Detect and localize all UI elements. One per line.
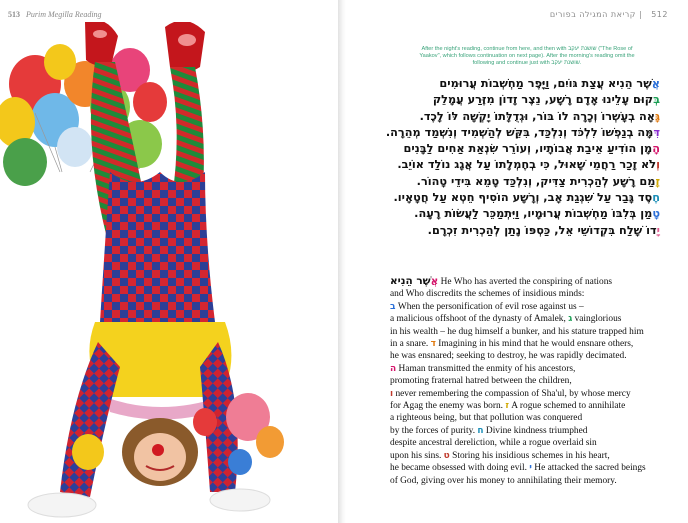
hebrew-poem — [370, 76, 660, 239]
english-line-text: for Agag the enemy was born. — [390, 401, 503, 412]
right-page — [346, 0, 688, 523]
clown-pants — [100, 172, 215, 322]
english-line-text: a malicious offshoot of the dynasty of Amalek, — [390, 314, 566, 325]
english-line — [390, 450, 670, 462]
english-acrostic-letter: ב — [390, 301, 396, 312]
english-acrostic-letter: י — [529, 463, 532, 474]
english-line-text: A rogue schemed to annihilate — [511, 401, 626, 412]
english-line — [390, 313, 670, 325]
english-line-text: by the forces of purity. — [390, 425, 476, 436]
left-running-title: Purim Megilla Reading — [26, 10, 102, 19]
english-line — [390, 388, 670, 400]
english-line-text: a righteous being, but that pollution was conquered — [390, 413, 583, 424]
hebrew-acrostic-letter: ו — [656, 158, 660, 172]
hebrew-acrostic-letter: א — [651, 77, 660, 90]
hebrew-acrostic-letter: ד — [653, 125, 660, 139]
english-line — [390, 288, 670, 300]
english-line-text: He Who has averted the conspiring of nations — [440, 277, 613, 287]
english-line — [390, 275, 670, 288]
english-line-text: in a snare. — [390, 339, 429, 350]
english-acrostic-letter: ד — [430, 339, 436, 350]
english-line-text: he became obsessed with doing evil. — [390, 463, 527, 474]
hebrew-acrostic-letter: ז — [655, 174, 660, 188]
english-line — [390, 326, 670, 338]
english-line — [390, 350, 670, 362]
hebrew-line-text: ָמַן בְּלִבּוֹ מַחְשְׁבוֹת עֲרוּמָיו, וַיִּתְמַכֵּר לַעֲשׂוֹת רָעָה. — [414, 207, 653, 221]
english-line-text: despite ancestral dereliction, while a rogue overlaid sin — [390, 438, 597, 449]
hebrew-line — [370, 206, 660, 222]
hebrew-line — [370, 190, 660, 206]
english-line-text: Divine kindness triumphed — [485, 425, 588, 436]
english-line-text: When the personification of evil rose against us – — [397, 301, 584, 312]
english-line — [390, 425, 670, 437]
hebrew-line — [370, 174, 660, 190]
english-acrostic-letter: ח — [477, 425, 484, 436]
english-line-text: of God, giving over his money to annihilating their memory. — [390, 475, 617, 486]
hebrew-line-text: ֲשֶׁר הֵנִיא עֲצַת גּוֹיִם, וַיָּפֶר מַחְשְׁבוֹת עֲרוּמִים — [439, 77, 652, 90]
hebrew-line-text: ְלֹא זָכַר רַחֲמֵי שָׁאוּל, כִּי בְחֶמְלָתוֹ עַל אֲגָג נוֹלַד אוֹיֵב. — [397, 158, 657, 172]
english-hebrew-label: אֲשֶׁר הֵנִיא — [390, 275, 439, 287]
hebrew-line — [370, 76, 660, 92]
hebrew-acrostic-letter: בּ — [653, 93, 660, 107]
hebrew-acrostic-letter: גּ — [654, 109, 660, 123]
clown-handstand-photo — [0, 22, 338, 523]
hebrew-line — [370, 92, 660, 108]
hebrew-line — [370, 109, 660, 125]
english-acrostic-letter: ה — [390, 363, 397, 374]
hebrew-acrostic-letter: ה — [652, 142, 660, 156]
english-line-text: vainglorious — [574, 314, 622, 325]
hebrew-acrostic-letter: ח — [652, 191, 660, 205]
english-translation — [390, 275, 670, 487]
english-line — [390, 301, 670, 313]
english-line-text: Storing his insidious schemes in his heart, — [452, 450, 610, 461]
hebrew-line — [370, 223, 660, 239]
english-line-text: promoting fraternal hatred between the children, — [390, 376, 572, 387]
left-page-number: 513 — [8, 10, 20, 19]
english-line-text: in his wealth – he dug himself a bunker, and his stature trapped him — [390, 326, 644, 337]
english-line — [390, 400, 670, 412]
reading-instruction: After the night's reading, continue from here, and then with שושנת יעקב ("The Rose of Yaakov", which follows continuation on next page). After the morning's reading omit the following and continue just with שושנת יעקב. — [419, 46, 635, 66]
english-line-text: upon his sins. — [390, 450, 442, 461]
english-line-text: Imagining in his mind that he would ensnare others, — [438, 339, 634, 350]
english-line — [390, 475, 670, 487]
hebrew-line-text: ִּמָּה בְנַפְשׁוֹ לִלְכֹּד וְנִלְכַּד, בִּקֵּשׁ לְהַשְׁמִיד וְנִשְׁמַד מְהֵרָה. — [385, 125, 654, 139]
english-line-text: Haman transmitted the enmity of his ancestors, — [398, 363, 576, 374]
right-running-divider: | — [638, 10, 643, 19]
english-line-text: never remembering the compassion of Sha'ul, by whose mercy — [395, 388, 631, 399]
hebrew-line-text: ָמָן הוֹדִיעַ אֵיבַת אֲבוֹתָיו, וְעוֹרֵר שִׂנְאַת אַחִים לַבָּנִים — [403, 142, 653, 156]
book-gutter — [338, 0, 346, 523]
left-running-header — [8, 10, 102, 19]
right-running-title: קריאת המגילה בפורים — [549, 10, 636, 19]
hebrew-line-text: ָּאָה בְעָשְׁרוֹ וְכָרָה לוֹ בּוֹר, וּגְדֻלָּתוֹ יָקְשָׁה לּוֹ לָכֶד. — [419, 109, 655, 123]
english-line-text: He attacked the sacred beings — [534, 463, 646, 474]
english-line — [390, 363, 670, 375]
right-running-header — [550, 10, 668, 19]
english-line-text: and Who discredits the schemes of insidious minds: — [390, 289, 585, 300]
english-line — [390, 338, 670, 350]
right-page-number: 512 — [651, 10, 668, 19]
hebrew-line — [370, 125, 660, 141]
english-line — [390, 375, 670, 387]
hebrew-acrostic-letter: ט — [652, 207, 660, 221]
english-acrostic-letter: ט — [443, 450, 450, 461]
hebrew-line-text: ְקוּם עָלֵינוּ אָדָם רָשָׁע, נֵצֶר זָדוֹן מִזֶּרַע עֲמָלֵק — [432, 93, 654, 107]
english-acrostic-letter: ג — [568, 314, 573, 325]
english-acrostic-letter: ו — [390, 388, 394, 399]
english-line — [390, 412, 670, 424]
english-line-text: he was ensnared; seeking to destroy, he was rapidly decimated. — [390, 351, 627, 362]
hebrew-line — [370, 141, 660, 157]
english-line — [390, 462, 670, 474]
clown-head — [122, 418, 198, 486]
hebrew-line — [370, 157, 660, 173]
english-line — [390, 437, 670, 449]
hebrew-line-text: ָדוֹ שָׁלַח בִּקְדוֹשֵׁי אֵל, כַּסְפּוֹ נָתַן לְהַכְרִית זִכְרָם. — [427, 223, 657, 237]
clown-arm-left — [60, 342, 120, 497]
hebrew-acrostic-letter: י — [656, 223, 660, 237]
english-acrostic-letter: ז — [505, 401, 509, 412]
hebrew-line-text: ֶסֶד גָּבַר עַל שִׁגְגַת אָב, וְרָשָׁע הוֹסִיף חֵטְא עַל חֲטָאָיו. — [393, 191, 653, 205]
balloons-cluster — [0, 44, 167, 186]
left-page — [0, 0, 338, 523]
hebrew-line-text: ָמַם רָשָׁע לְהַכְרִית צַדִּיק, וְנִלְכַּד טָמֵא בִּידֵי טָהוֹר. — [416, 174, 656, 188]
